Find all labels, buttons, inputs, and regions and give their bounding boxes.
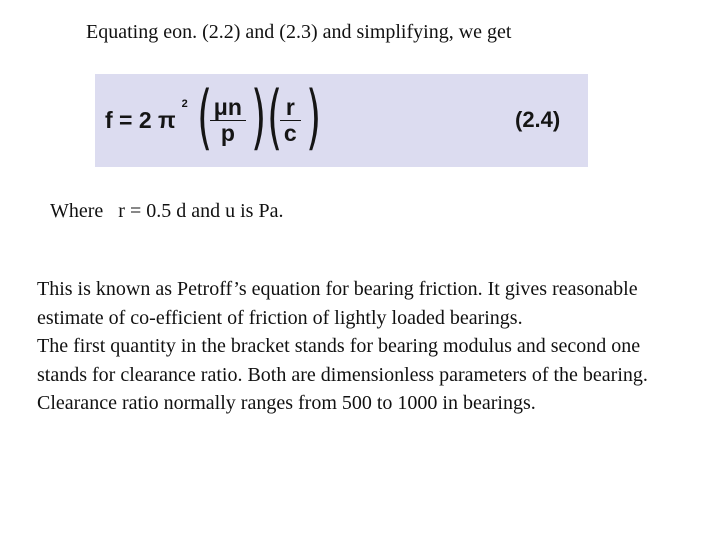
explanation-text <box>37 275 677 418</box>
left-paren: ( <box>196 75 212 158</box>
formula-lhs-group <box>105 98 192 134</box>
right-paren: ) <box>251 75 267 158</box>
bearing-modulus-group <box>194 75 267 158</box>
petroff-formula <box>105 74 321 167</box>
where-definition: Where r = 0.5 d and u is Pa. <box>50 200 284 222</box>
fraction-numerator: r <box>285 94 295 120</box>
formula-image <box>95 74 588 167</box>
right-paren: ) <box>305 75 321 158</box>
left-paren: ( <box>267 75 283 158</box>
intro-line: Equating eon. (2.2) and (2.3) and simplifying, we get <box>86 21 512 43</box>
paragraph-petroff: This is known as Petroff’s equation for bearing friction. It gives reasonable estimate of co-efficient of friction of lightly loaded bearings. <box>37 278 638 329</box>
fraction-denominator: p <box>220 120 235 146</box>
clearance-ratio-fraction <box>280 95 301 146</box>
equation-number: (2.4) <box>515 107 561 132</box>
clearance-ratio-group <box>264 75 321 158</box>
formula-exponent: 2 <box>181 98 188 110</box>
formula-lhs: f = 2 π <box>105 107 176 133</box>
fraction-denominator: c <box>283 120 297 146</box>
fraction-numerator: μn <box>213 94 242 120</box>
bearing-modulus-fraction <box>210 95 246 146</box>
paragraph-bracket-quantities: The first quantity in the bracket stands for bearing modulus and second one stands for clearance ratio. Both are dimensionless parameters of the bearing. Clearance ratio normally ranges from 500 to 1000 in bearings. <box>37 335 648 414</box>
